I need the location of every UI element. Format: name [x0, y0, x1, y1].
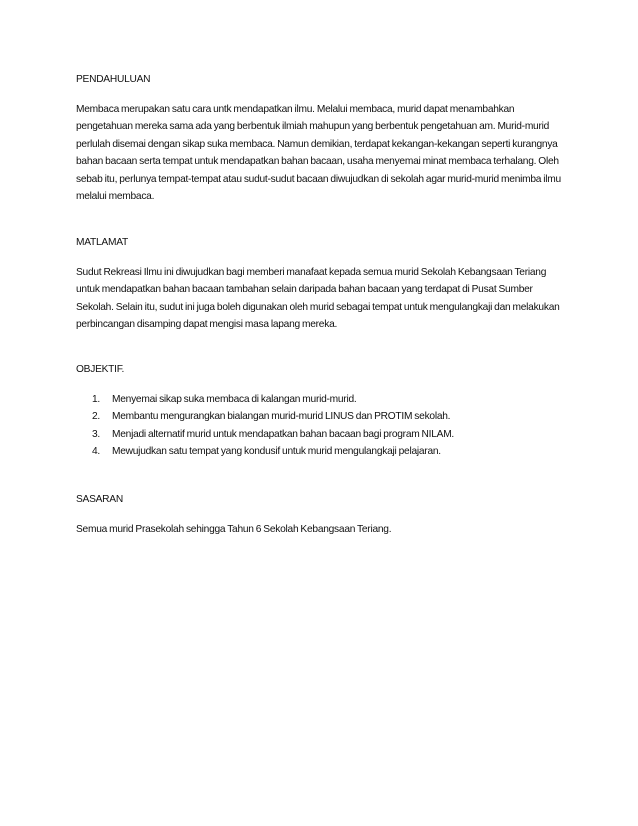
- list-item: [76, 443, 566, 460]
- list-item: [76, 391, 566, 408]
- heading-pendahuluan: PENDAHULUAN: [76, 74, 151, 85]
- list-item-number: 4.: [92, 446, 100, 458]
- list-item: [76, 408, 566, 425]
- list-item-number: 2.: [92, 411, 100, 423]
- list-item-number: 3.: [92, 428, 100, 440]
- list-item-text: Mewujudkan satu tempat yang kondusif untuk murid mengulangkaji pelajaran.: [112, 446, 441, 458]
- objective-list: [76, 391, 566, 461]
- list-item-number: 1.: [92, 394, 100, 405]
- heading-objektif: OBJEKTIF.: [76, 364, 125, 375]
- list-item-text: Menyemai sikap suka membaca di kalangan murid-murid.: [112, 394, 357, 405]
- paragraph-sasaran: Semua murid Prasekolah sehingga Tahun 6 Sekolah Kebangsaan Teriang.: [76, 524, 392, 535]
- section-pendahuluan: [76, 72, 566, 205]
- section-matlamat: [76, 235, 566, 334]
- list-item-text: Membantu mengurangkan bialangan murid-murid LINUS dan PROTIM sekolah.: [112, 411, 451, 423]
- section-objektif: [76, 362, 566, 461]
- section-sasaran: [76, 492, 566, 538]
- heading-matlamat: MATLAMAT: [76, 237, 128, 248]
- paragraph-matlamat: Sudut Rekreasi Ilmu ini diwujudkan bagi memberi manafaat kepada semua murid Sekolah Kebangsaan Teriang untuk mendapatkan bahan bacaan tambahan selain daripada bahan bacaan yang terdapat di Pusat Sumber Sekolah. Selain itu, sudut ini juga boleh digunakan oleh murid sebagai tempat untuk mengulangkaji dan melakukan perbincangan disamping dapat mengisi masa lapang mereka.: [76, 267, 560, 331]
- list-item: [76, 426, 566, 443]
- paragraph-pendahuluan: Membaca merupakan satu cara untk mendapatkan ilmu. Melalui membaca, murid dapat menambahkan pengetahuan mereka sama ada yang berbentuk ilmiah mahupun yang berbentuk pengetahuan am. Murid-murid perlulah disemai dengan sikap suka membaca. Namun demikian, terdapat kekangan-kekangan seperti kurangnya bahan bacaan serta tempat untuk mendapatkan bahan bacaan, usaha menyemai minat membaca terhalang. Oleh sebab itu, perlunya tempat-tempat atau sudut-sudut bacaan diwujudkan di sekolah agar murid-murid menimba ilmu melalui membaca.: [76, 104, 561, 203]
- heading-sasaran: SASARAN: [76, 494, 123, 505]
- list-item-text: Menjadi alternatif murid untuk mendapatkan bahan bacaan bagi program NILAM.: [112, 428, 455, 440]
